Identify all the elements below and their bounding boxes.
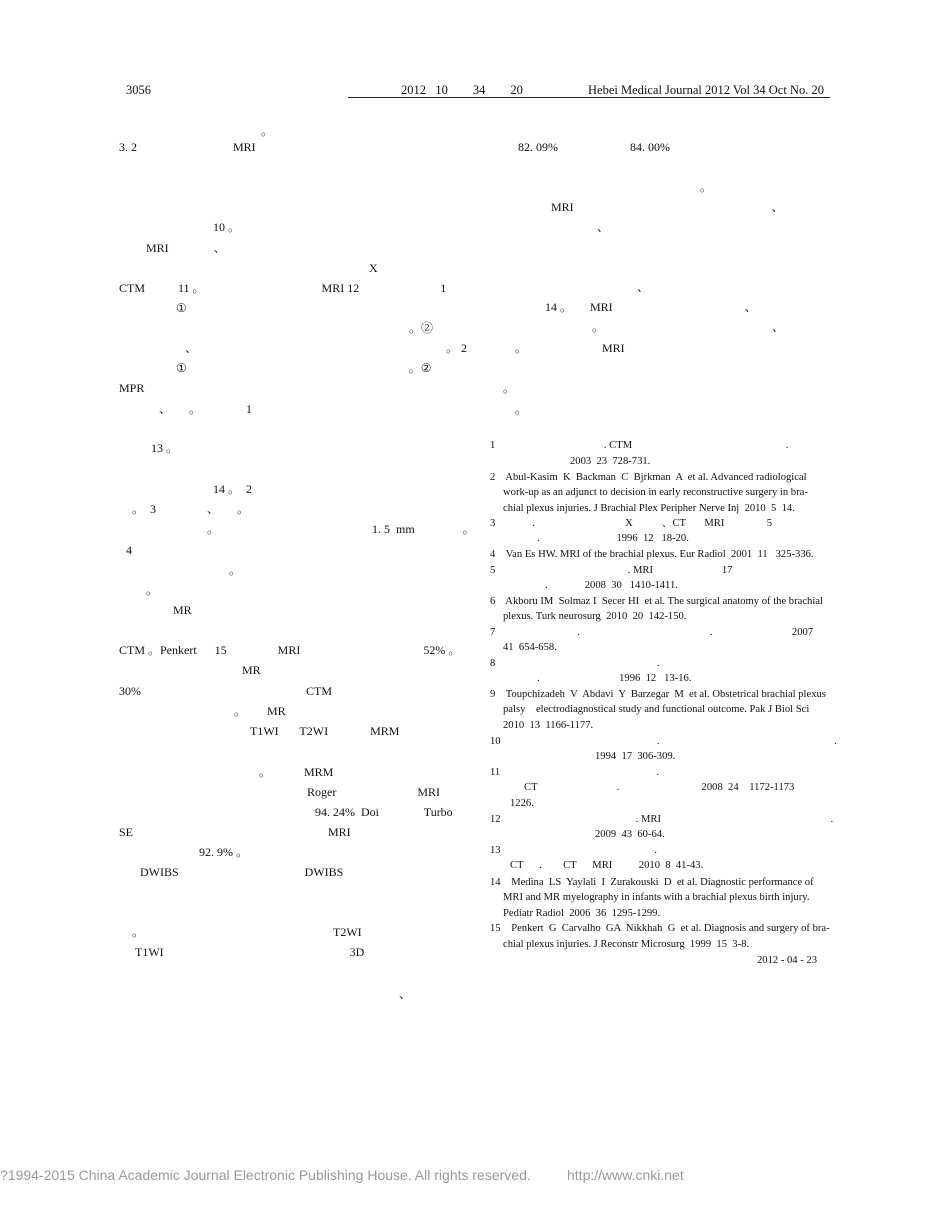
- reference-12: 12 . MRI .: [490, 814, 834, 825]
- body-line: T1WI 3D: [135, 945, 365, 959]
- reference-5-cont: . 2008 30 1410-1411.: [545, 580, 678, 591]
- body-line: 、: [597, 220, 610, 234]
- body-line: 13 。: [151, 441, 179, 455]
- received-date: 2012 - 04 - 23: [757, 955, 818, 966]
- reference-14-cont: MRI and MR myelography in infants with a brachial plexus birth injury.: [503, 892, 810, 903]
- body-line: 。②: [409, 321, 434, 335]
- body-line: 、: [637, 280, 650, 294]
- reference-15: 15 Penkert G Carvalho GA Nikkhah G et al. Diagnosis and surgery of bra-: [490, 923, 830, 934]
- body-line: MRI 、: [551, 200, 784, 214]
- reference-8-cont: . 1996 12 13-16.: [537, 673, 692, 684]
- reference-9-cont: palsy electrodiagnostical study and functional outcome. Pak J Biol Sci: [503, 704, 810, 715]
- reference-10: 10 . .: [490, 736, 837, 747]
- reference-2-cont: work-up as an adjunct to decision in early reconstructive surgery in bra-: [503, 487, 808, 498]
- journal-header-cn: 2012 10 34 20: [401, 83, 523, 97]
- body-line: 。 MRM: [259, 765, 334, 779]
- reference-13-cont: CT . CT MRI 2010 8 41-43.: [510, 860, 704, 871]
- body-line: 。: [503, 381, 516, 395]
- body-line: 。 3 、 。: [132, 502, 250, 516]
- body-line: 94. 24% Doi Turbo: [315, 805, 453, 819]
- body-line: 、: [399, 987, 412, 1001]
- body-line: MR: [173, 603, 192, 617]
- body-line: Roger MRI: [307, 785, 440, 799]
- body-line: T1WI T2WI MRM: [250, 724, 400, 738]
- body-line: CTM 。Penkert 15 MRI 52% 。: [119, 643, 461, 657]
- copyright-notice: ?1994-2015 China Academic Journal Electronic Publishing House. All rights reserved.: [0, 1167, 531, 1183]
- body-line: SE MRI: [119, 825, 351, 839]
- body-line: 30% CTM: [119, 684, 332, 698]
- reference-12-cont: 2009 43 60-64.: [595, 829, 665, 840]
- body-line: CTM 11 。 MRI 12 1: [119, 281, 447, 295]
- body-line: 、 。 1: [159, 402, 253, 416]
- body-line: 。 T2WI: [132, 925, 362, 939]
- body-line: 。 MRI: [515, 341, 625, 355]
- reference-8: 8 .: [490, 658, 660, 669]
- body-line: MRI 、: [146, 241, 226, 255]
- reference-14-cont: Pediatr Radiol 2006 36 1295-1299.: [503, 908, 661, 919]
- body-line: 。: [146, 583, 159, 597]
- body-line: 、 。 2: [185, 341, 468, 355]
- body-line: MR: [242, 663, 261, 677]
- body-line: DWIBS DWIBS: [140, 865, 344, 879]
- body-line: 92. 9% 。: [199, 845, 248, 859]
- body-line: 。 、: [592, 320, 785, 334]
- page-number: 3056: [126, 83, 151, 97]
- reference-11: 11 .: [490, 767, 660, 778]
- cnki-link[interactable]: http://www.cnki.net: [567, 1167, 684, 1183]
- reference-3-cont: . 1996 12 18-20.: [537, 533, 689, 544]
- section-heading-3-2: 3. 2 MRI: [119, 140, 256, 154]
- body-line: 4: [126, 543, 132, 557]
- reference-3: 3 . X 、CT MRI 5: [490, 518, 773, 529]
- body-line: 。: [261, 124, 274, 138]
- reference-9: 9 Toupchizadeh V Abdavi Y Barzegar M et al. Obstetrical brachial plexus: [490, 689, 826, 700]
- body-line: 10 。: [213, 220, 241, 234]
- body-line: 。: [229, 563, 242, 577]
- body-line: 82. 09% 84. 00%: [518, 140, 670, 154]
- body-line: ① 。②: [176, 361, 432, 375]
- reference-4: 4 Van Es HW. MRI of the brachial plexus. Eur Radiol 2001 11 325-336.: [490, 549, 814, 560]
- header-rule: [348, 97, 830, 98]
- reference-11-cont: CT . 2008 24 1172-1173: [524, 782, 795, 793]
- reference-6: 6 Akboru IM Solmaz I Secer HI et al. The surgical anatomy of the brachial: [490, 596, 823, 607]
- body-line: 。 MR: [234, 704, 286, 718]
- body-line: 。: [700, 180, 713, 194]
- reference-10-cont: 1994 17 306-309.: [595, 751, 676, 762]
- reference-15-cont: chial plexus injuries. J Reconstr Microsurg 1999 15 3-8.: [503, 939, 750, 950]
- body-line: 14 。 2: [213, 482, 253, 496]
- reference-2: 2 Abul-Kasim K Backman C Bjrkman A et al. Advanced radiological: [490, 472, 807, 483]
- body-line: MPR: [119, 381, 145, 395]
- reference-11-cont: 1226.: [510, 798, 534, 809]
- reference-13: 13 .: [490, 845, 657, 856]
- journal-header-en: Hebei Medical Journal 2012 Vol 34 Oct No. 20: [588, 83, 824, 97]
- reference-9-cont: 2010 13 1166-1177.: [503, 720, 594, 731]
- body-line: X: [369, 261, 378, 275]
- reference-2-cont: chial plexus injuries. J Brachial Plex Peripher Nerve Inj 2010 5 14.: [503, 503, 795, 514]
- body-line: 14 。 MRI 、: [545, 300, 757, 314]
- reference-14: 14 Medina LS Yaylali I Zurakouski D et al. Diagnostic performance of: [490, 877, 814, 888]
- body-line: 。: [515, 402, 528, 416]
- body-line: ①: [176, 301, 187, 315]
- reference-5: 5 . MRI 17: [490, 565, 733, 576]
- reference-6-cont: plexus. Turk neurosurg 2010 20 142-150.: [503, 611, 687, 622]
- reference-7-cont: 41 654-658.: [503, 642, 557, 653]
- reference-1: 1 . CTM .: [490, 440, 789, 451]
- body-line: 。 1. 5 mm 。: [207, 522, 475, 536]
- reference-1-cont: 2003 23 728-731.: [570, 456, 651, 467]
- reference-7: 7 . . 2007: [490, 627, 814, 638]
